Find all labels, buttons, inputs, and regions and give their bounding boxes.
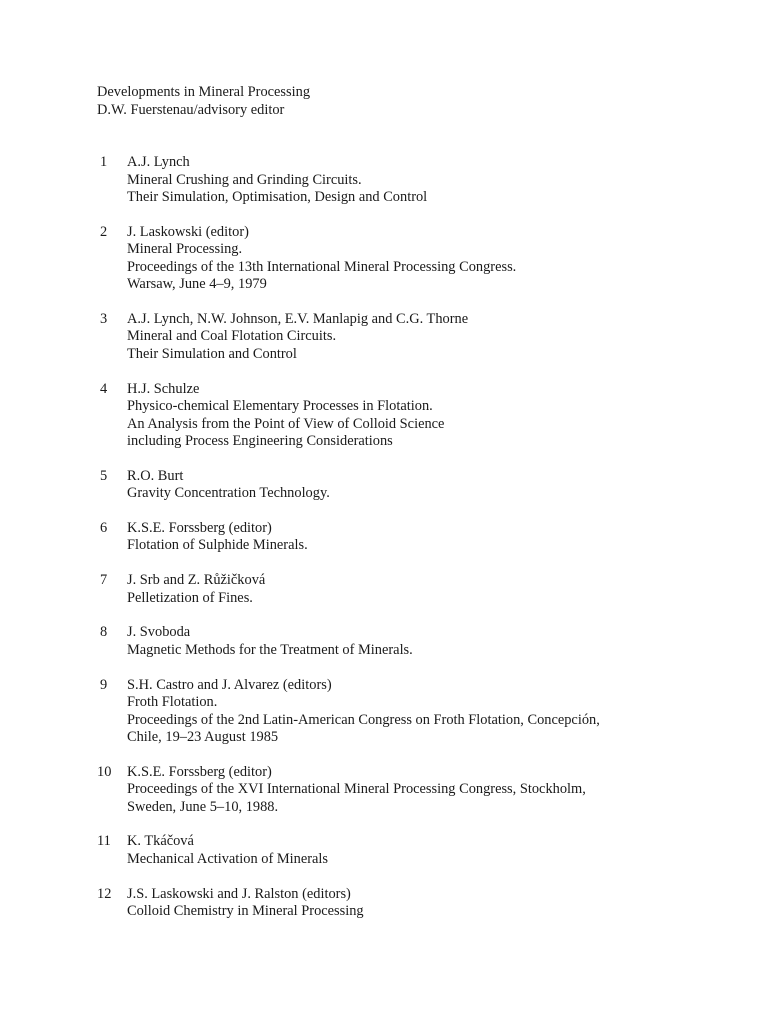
volume-number: 11 <box>97 833 111 850</box>
list-item <box>97 224 717 294</box>
volume-author: R.O. Burt <box>127 467 184 484</box>
volume-title-line: Proceedings of the 13th International Mineral Processing Congress. <box>127 258 517 275</box>
volume-title-line: Froth Flotation. <box>127 694 218 710</box>
volume-title-line: Flotation of Sulphide Minerals. <box>127 537 308 554</box>
volume-title-line: Chile, 19–23 August 1985 <box>127 729 279 745</box>
volume-author: J. Laskowski (editor) <box>127 223 249 240</box>
volume-author: K. Tkáčová <box>127 833 194 850</box>
volume-author: J.S. Laskowski and J. Ralston (editors) <box>127 885 351 902</box>
list-item <box>97 572 717 607</box>
advisory-editor: D.W. Fuerstenau/advisory editor <box>97 101 285 118</box>
volume-author: A.J. Lynch <box>127 154 190 170</box>
volume-title-line: including Process Engineering Considerations <box>127 433 393 450</box>
volume-number: 5 <box>100 467 108 484</box>
list-item <box>97 764 717 817</box>
list-item <box>97 886 717 921</box>
list-item <box>97 154 717 207</box>
volume-number: 8 <box>100 624 108 641</box>
volume-number: 6 <box>100 519 108 536</box>
volume-author: A.J. Lynch, N.W. Johnson, E.V. Manlapig and C.G. Thorne <box>127 310 469 327</box>
list-item <box>97 624 717 659</box>
series-header <box>97 84 310 119</box>
list-item <box>97 833 717 868</box>
volume-author: K.S.E. Forssberg (editor) <box>127 519 272 536</box>
volume-title-line: Mineral Processing. <box>127 241 243 258</box>
volume-title-line: Mechanical Activation of Minerals <box>127 850 329 867</box>
volume-number: 9 <box>100 676 108 693</box>
volume-title-line: Colloid Chemistry in Mineral Processing <box>127 903 364 920</box>
list-item <box>97 468 717 503</box>
volume-author: K.S.E. Forssberg (editor) <box>127 763 272 780</box>
volume-title-line: Proceedings of the XVI International Mineral Processing Congress, Stockholm, <box>127 781 586 798</box>
volume-list <box>97 154 717 938</box>
volume-number: 12 <box>97 885 112 902</box>
volume-title-line: An Analysis from the Point of View of Colloid Science <box>127 415 445 432</box>
list-item <box>97 677 717 747</box>
volume-author: J. Srb and Z. Růžičková <box>127 572 266 589</box>
volume-author: J. Svoboda <box>127 624 191 641</box>
volume-number: 2 <box>100 223 108 240</box>
volume-number: 4 <box>100 380 108 397</box>
volume-title-line: Their Simulation, Optimisation, Design and Control <box>127 189 428 205</box>
volume-title-line: Mineral Crushing and Grinding Circuits. <box>127 171 362 188</box>
volume-number: 3 <box>100 310 108 327</box>
list-item <box>97 311 717 364</box>
volume-title-line: Gravity Concentration Technology. <box>127 485 330 502</box>
volume-title-line: Their Simulation and Control <box>127 345 297 362</box>
series-title: Developments in Mineral Processing <box>97 84 311 100</box>
list-item <box>97 381 717 451</box>
volume-title-line: Mineral and Coal Flotation Circuits. <box>127 328 337 345</box>
list-item <box>97 520 717 555</box>
volume-title-line: Sweden, June 5–10, 1988. <box>127 798 279 815</box>
volume-number: 1 <box>100 154 108 170</box>
volume-number: 7 <box>100 572 108 589</box>
volume-title-line: Warsaw, June 4–9, 1979 <box>127 276 267 293</box>
volume-title-line: Magnetic Methods for the Treatment of Minerals. <box>127 641 413 658</box>
volume-title-line: Pelletization of Fines. <box>127 589 253 606</box>
volume-number: 10 <box>97 763 112 780</box>
volume-title-line: Proceedings of the 2nd Latin-American Congress on Froth Flotation, Concepción, <box>127 711 600 728</box>
volume-author: H.J. Schulze <box>127 380 200 397</box>
volume-author: S.H. Castro and J. Alvarez (editors) <box>127 676 332 693</box>
volume-title-line: Physico-chemical Elementary Processes in Flotation. <box>127 398 433 415</box>
